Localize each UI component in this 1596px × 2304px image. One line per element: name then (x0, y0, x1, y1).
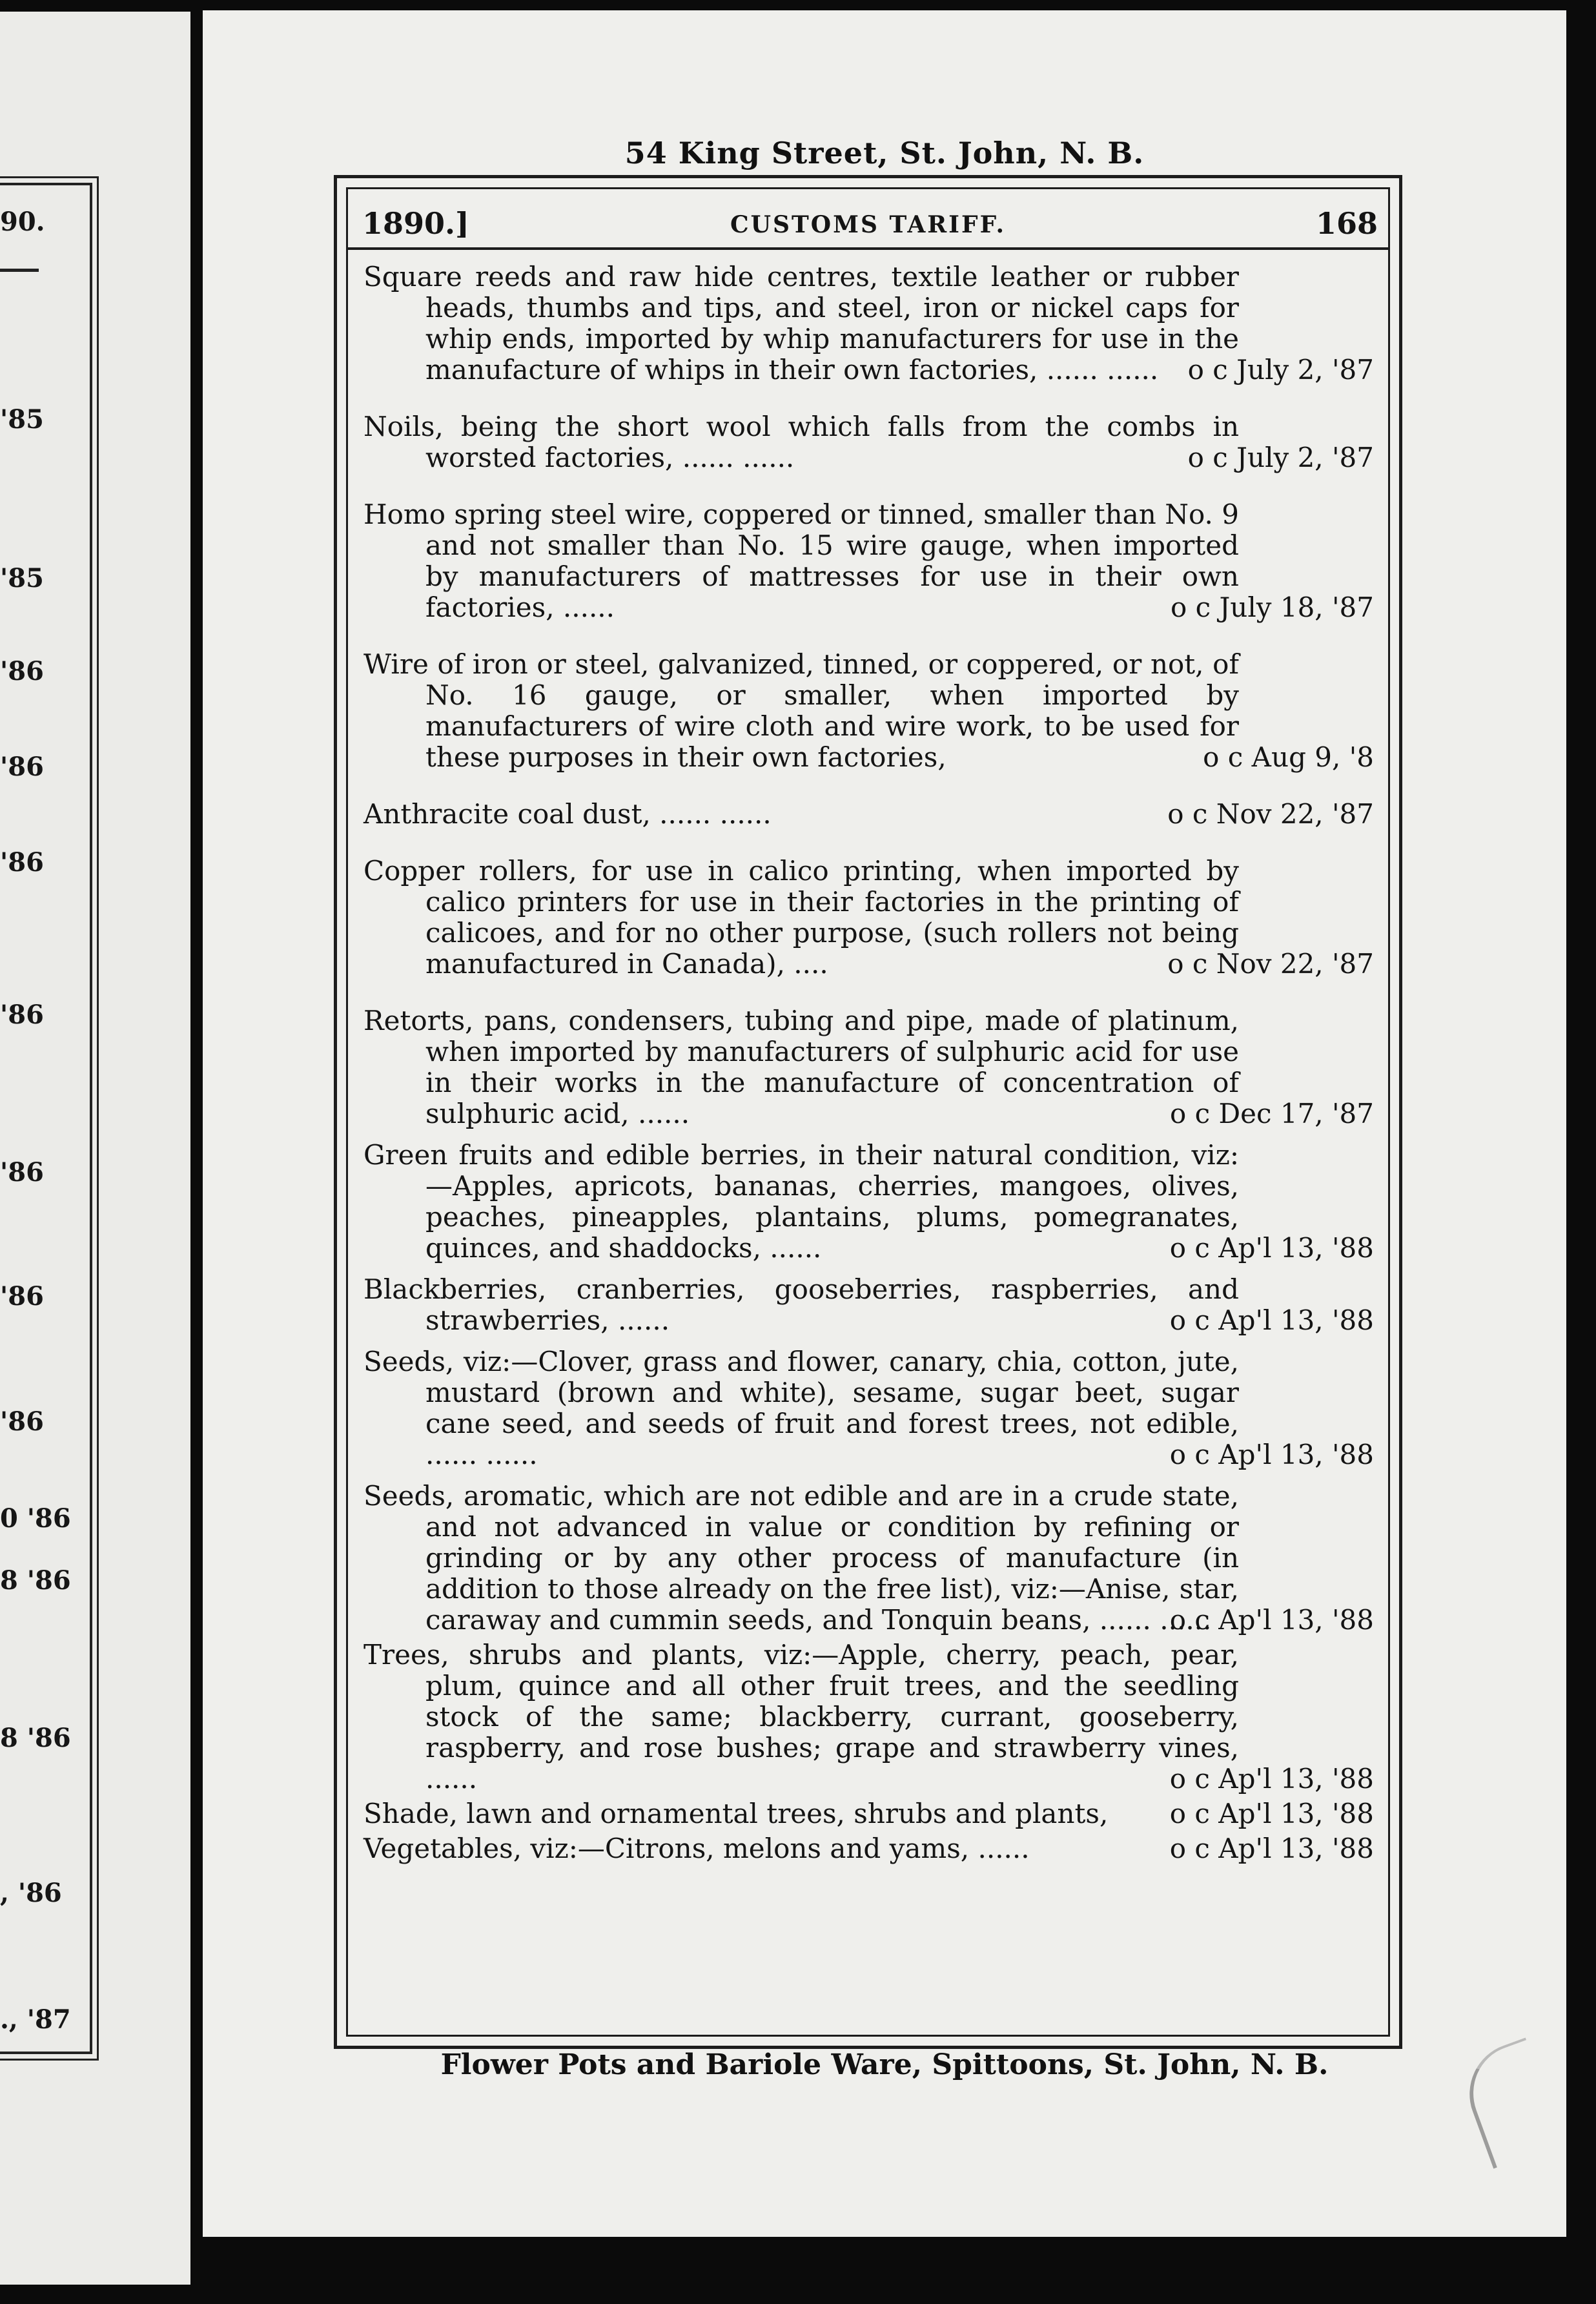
tariff-entry (363, 1140, 1374, 1264)
tariff-entry (363, 799, 1374, 830)
left-page-fragment: '85 (0, 404, 44, 435)
left-page-border (0, 183, 92, 2054)
tariff-entry (363, 1798, 1374, 1829)
entry-description: Copper rollers, for use in calico printing, when imported by calico printers for use in their factories in the printing of calicoes, and for no other purpose, (such rollers not being manufactured in Canada), .... (363, 855, 1239, 980)
header-title: CUSTOMS TARIFF. (730, 211, 1007, 238)
tariff-entries (363, 262, 1374, 1868)
entry-date: o c July 2, '87 (1187, 442, 1374, 473)
tariff-entry (363, 649, 1374, 773)
tariff-entry (363, 1274, 1374, 1336)
tariff-entry (363, 262, 1374, 386)
tariff-entry (363, 1640, 1374, 1795)
entry-date: o c Ap'l 13, '88 (1169, 1439, 1374, 1470)
tariff-entry (363, 1346, 1374, 1470)
tariff-entry (363, 1481, 1374, 1636)
entry-date: o c Ap'l 13, '88 (1169, 1304, 1374, 1336)
header-year: 1890.] (362, 206, 469, 241)
entry-date: o c Ap'l 13, '88 (1169, 1833, 1374, 1864)
entry-description: Blackberries, cranberries, gooseberries, raspberries, and strawberries, ...... (363, 1273, 1239, 1336)
tariff-page (203, 10, 1566, 2237)
left-page-fragment: 0 '86 (0, 1503, 71, 1534)
running-head: 54 King Street, St. John, N. B. (624, 136, 1145, 170)
entry-date: o c Dec 17, '87 (1169, 1098, 1374, 1129)
entry-description: Noils, being the short wool which falls from the combs in worsted factories, ...... ...... (363, 411, 1239, 473)
entry-date: o c Ap'l 13, '88 (1169, 1232, 1374, 1264)
left-page-fragment: '86 (0, 656, 44, 686)
left-page-fragment: ., '87 (0, 2004, 71, 2035)
page-frame (334, 175, 1402, 2049)
left-page-fragment: '86 (0, 847, 44, 878)
entry-date: o c Ap'l 13, '88 (1169, 1798, 1374, 1829)
left-page-header-fragment: 90. (0, 207, 45, 237)
entry-description: Square reeds and raw hide centres, textile leather or rubber heads, thumbs and tips, and steel, iron or nickel caps for whip ends, imported by whip manufacturers for use in the manufacture of whips in their own factories, ...... ...... (363, 261, 1239, 386)
entry-date: o c Nov 22, '87 (1167, 948, 1374, 980)
entry-date: o c Ap'l 13, '88 (1169, 1604, 1374, 1636)
entry-description: Seeds, aromatic, which are not edible and are in a crude state, and not advanced in value or condition by refining or grinding or by any other process of manufacture (in addition to those already on the free list), viz:—Anise, star, caraway and cummin seeds, and Tonquin beans, ...... ...... (363, 1480, 1239, 1636)
entry-description: Trees, shrubs and plants, viz:—Apple, cherry, peach, pear, plum, quince and all other fruit trees, and the seedling stock of the same; blackberry, currant, gooseberry, raspberry, and rose bushes; grape and strawberry vines, ...... (363, 1639, 1239, 1795)
entry-date: o c Aug 9, '8 (1203, 741, 1374, 773)
entry-date: o c Ap'l 13, '88 (1169, 1763, 1374, 1795)
entry-description: Green fruits and edible berries, in their natural condition, viz:—Apples, apricots, bananas, cherries, mangoes, olives, peaches, pineapples, plantains, plums, pomegranates, quinces, and shaddocks, ...... (363, 1139, 1239, 1264)
entry-date: o c July 2, '87 (1187, 354, 1374, 386)
left-page-fragment: '86 (0, 1157, 44, 1188)
entry-description: Homo spring steel wire, coppered or tinned, smaller than No. 9 and not smaller than No. 15 wire gauge, when imported by manufacturers of mattresses for use in their own factories, ...... (363, 499, 1239, 623)
left-page-fragment: '86 (0, 1406, 44, 1437)
left-page-fragment: 8 '86 (0, 1723, 71, 1753)
entry-description: Vegetables, viz:—Citrons, melons and yams, ...... (363, 1833, 1030, 1864)
entry-description: Seeds, viz:—Clover, grass and flower, canary, chia, cotton, jute, mustard (brown and white), sesame, sugar beet, sugar cane seed, and seeds of fruit and forest trees, not edible, ...... ...... (363, 1346, 1239, 1470)
bottom-advert: Flower Pots and Bariole Ware, Spittoons, St. John, N. B. (440, 2048, 1329, 2081)
left-page-rule (0, 269, 39, 272)
entry-description: Anthracite coal dust, ...... ...... (363, 798, 772, 830)
tariff-entry (363, 856, 1374, 980)
page-header (348, 189, 1388, 250)
page-frame-inner (346, 187, 1390, 2037)
left-page-fragment: 8 '86 (0, 1565, 71, 1596)
tariff-entry (363, 1833, 1374, 1864)
entry-description: Wire of iron or steel, galvanized, tinned, or coppered, or not, of No. 16 gauge, or smaller, when imported by manufacturers of wire cloth and wire work, to be used for these purposes in their own factories, (363, 648, 1239, 773)
left-page (0, 12, 190, 2285)
left-page-fragment: '86 (0, 1281, 44, 1311)
left-page-fragment: '86 (0, 1000, 44, 1030)
tariff-entry (363, 1005, 1374, 1129)
entry-date: o c Nov 22, '87 (1167, 798, 1374, 830)
page-number: 168 (1315, 206, 1378, 241)
left-page-fragment: '86 (0, 752, 44, 782)
entry-description: Shade, lawn and ornamental trees, shrubs and plants, (363, 1798, 1109, 1829)
entry-description: Retorts, pans, condensers, tubing and pipe, made of platinum, when imported by manufacturers of sulphuric acid for use in their works in the manufacture of concentration of sulphuric acid, ...... (363, 1005, 1239, 1129)
tariff-entry (363, 499, 1374, 623)
left-page-fragment: , '86 (0, 1878, 62, 1908)
left-page-fragment: '85 (0, 563, 44, 593)
tariff-entry (363, 411, 1374, 473)
entry-date: o c July 18, '87 (1170, 591, 1374, 623)
